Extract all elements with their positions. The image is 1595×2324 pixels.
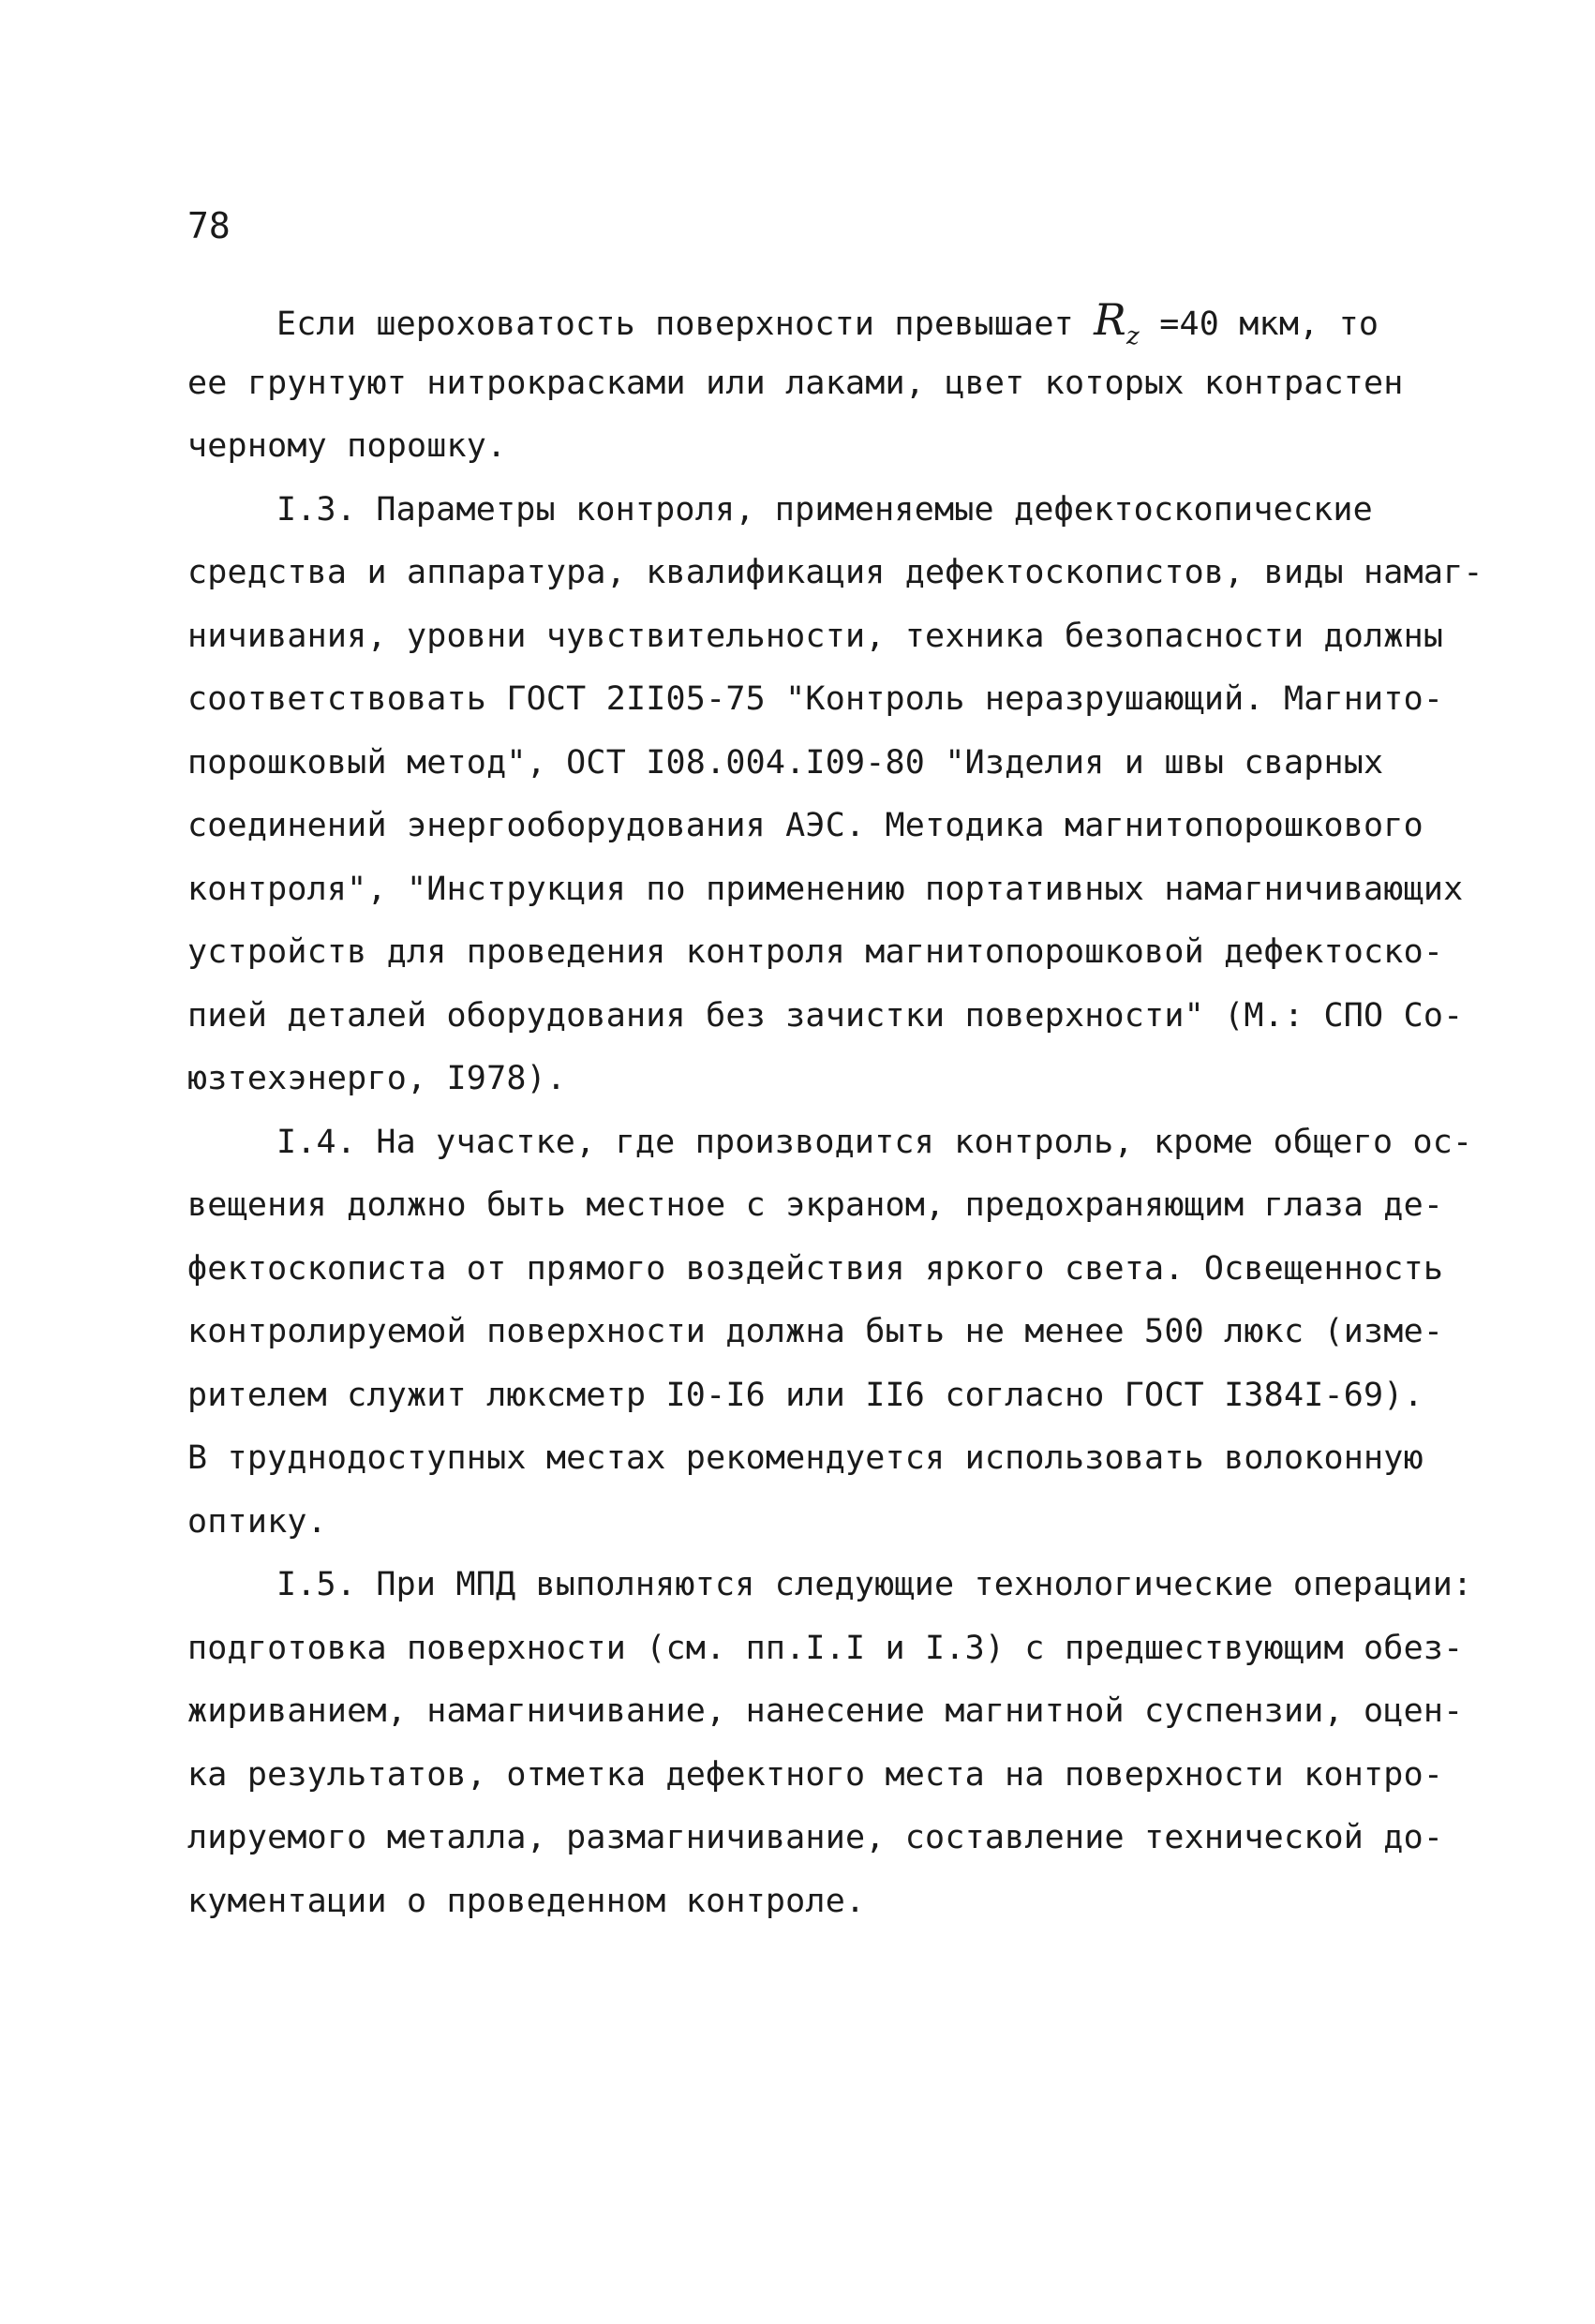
text-line: [187, 289, 1415, 352]
text-line: вещения должно быть местное с экраном, предохраняющим глаза де-: [187, 1186, 1444, 1224]
roughness-symbol: [1094, 294, 1140, 351]
text-line: устройств для проведения контроля магнитопорошковой дефектоско-: [187, 933, 1444, 971]
text-line: контролируемой поверхности должна быть не менее 500 люкс (изме-: [187, 1313, 1444, 1350]
text-line: средства и аппаратура, квалификация дефектоскопистов, виды намаг-: [187, 554, 1483, 591]
text-line: контроля", "Инструкция по применению портативных намагничивающих: [187, 870, 1464, 908]
roughness-symbol-subscript: z: [1126, 322, 1140, 351]
text-fragment: =40 мкм, то: [1159, 305, 1379, 343]
text-line: пией деталей оборудования без зачистки поверхности" (М.: СПО Со-: [187, 996, 1464, 1035]
text-line: I.4. На участке, где производится контроль, кроме общего ос-: [276, 1123, 1473, 1161]
text-line: соответствовать ГОСТ 2II05-75 "Контроль неразрушающий. Магнито-: [187, 680, 1444, 718]
text-line: ее грунтуют нитрокрасками или лаками, цвет которых контрастен: [187, 364, 1404, 402]
text-fragment: Если шероховатость поверхности превышает: [276, 305, 1074, 343]
text-line: подготовка поверхности (см. пп.I.I и I.3) с предшествующим обез-: [187, 1629, 1464, 1667]
text-line: лируемого металла, размагничивание, составление технической до-: [187, 1819, 1444, 1856]
text-line: кументации о проведенном контроле.: [187, 1882, 866, 1920]
text-line: ничивания, уровни чувствительности, техника безопасности должны: [187, 617, 1444, 655]
text-line: оптику.: [187, 1502, 327, 1541]
text-line: черному порошку.: [187, 427, 507, 465]
text-line: фектоскописта от прямого воздействия яркого света. Освещенность: [187, 1249, 1444, 1288]
text-line: рителем служит люксметр I0-I6 или II6 согласно ГОСТ I384I-69).: [187, 1376, 1424, 1414]
text-line: I.3. Параметры контроля, применяемые дефектоскопические: [276, 490, 1373, 529]
text-line: порошковый метод", ОСТ I08.004.I09-80 "Изделия и швы сварных: [187, 743, 1384, 782]
roughness-symbol-base: R: [1094, 294, 1126, 345]
text-line: В труднодоступных местах рекомендуется использовать волоконную: [187, 1439, 1424, 1477]
page-number: 78: [187, 205, 231, 246]
body-text: [187, 289, 1483, 1933]
text-line: I.5. При МПД выполняются следующие технологические операции:: [276, 1566, 1473, 1603]
text-line: ка результатов, отметка дефектного места на поверхности контро-: [187, 1755, 1444, 1794]
text-line: жириванием, намагничивание, нанесение магнитной суспензии, оцен-: [187, 1692, 1464, 1730]
text-line: соединений энергооборудования АЭС. Методика магнитопорошкового: [187, 807, 1424, 844]
text-line: юзтехэнерго, I978).: [187, 1060, 567, 1097]
